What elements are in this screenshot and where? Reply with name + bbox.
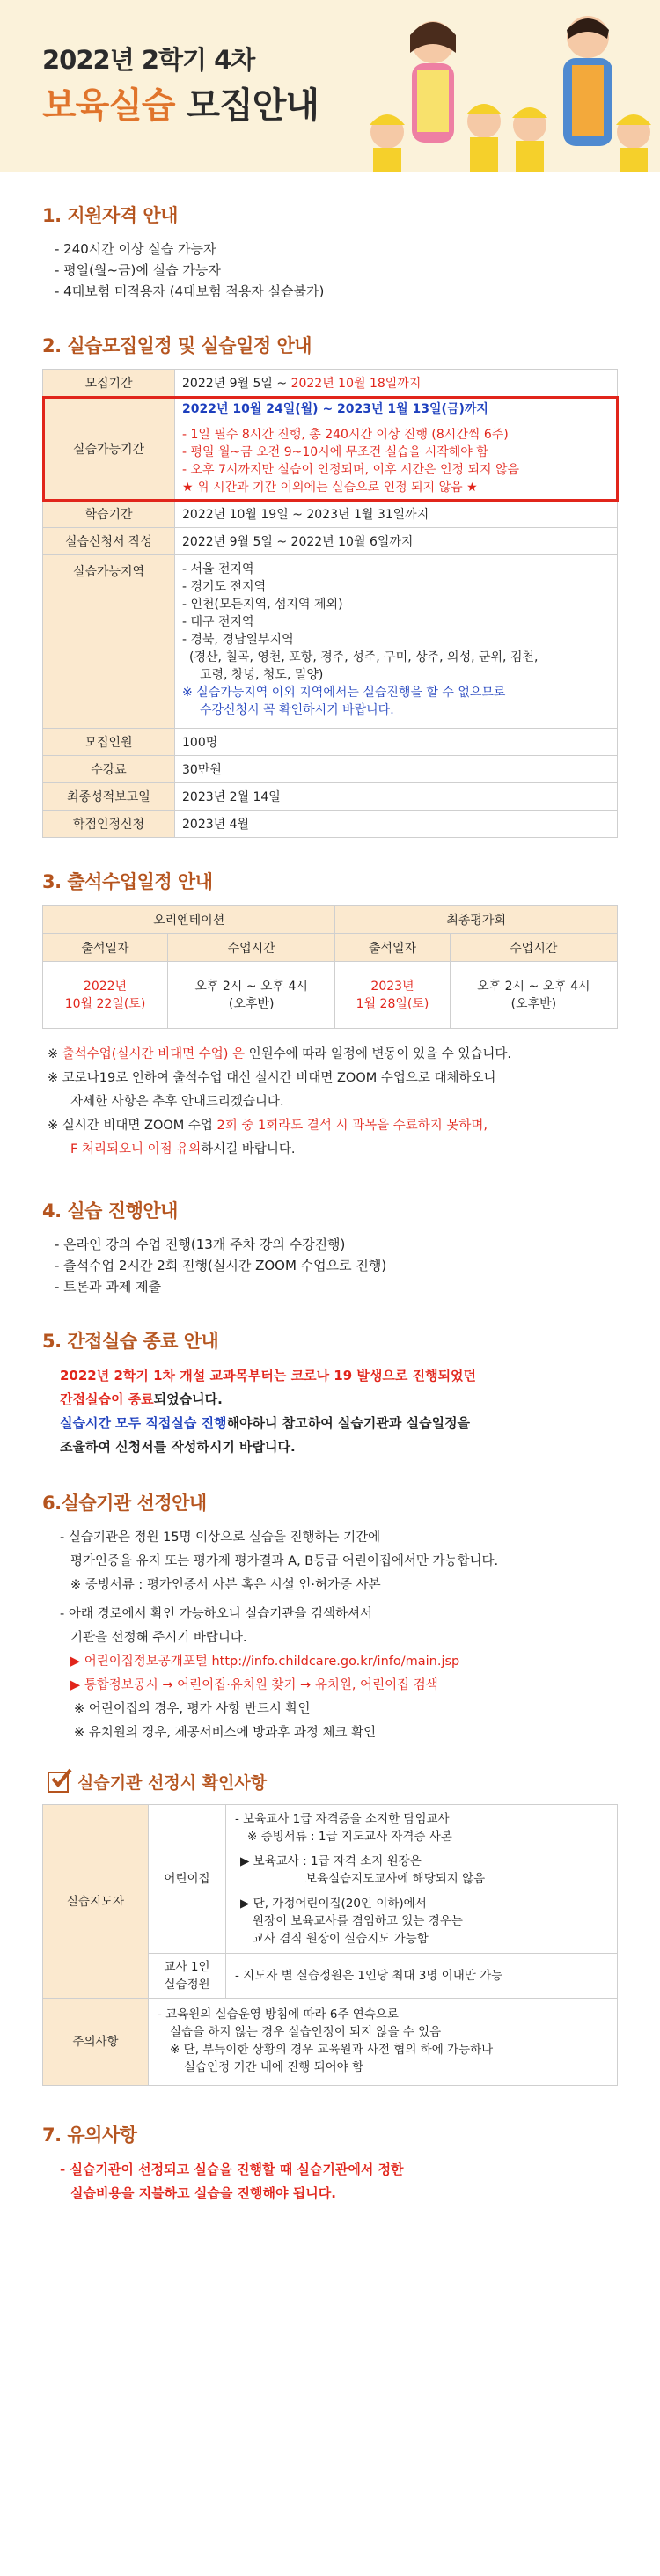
notice-item: 실습인정 기간 내에 진행 되어야 함 [184,2060,364,2074]
ot-time-class: (오후반) [228,996,275,1011]
list-item: - 4대보험 미적용자 (4대보험 적용자 실습불가) [55,283,325,299]
note [48,1114,618,1138]
checklist-table [42,1804,618,2086]
caution-line: 실습비용을 지불하고 실습을 진행해야 됩니다. [70,2185,336,2201]
notice-line: 조율하여 신청서를 작성하시기 바랍니다. [60,1439,296,1455]
table-row [43,756,618,783]
table-row [43,934,618,962]
notice-text: 해야하니 참고하여 실습기관과 실습일정을 [226,1415,471,1431]
table-row [43,729,618,756]
schedule-table [42,369,618,838]
children-teachers-illustration [361,0,660,172]
ratio-value: - 지도자 별 실습정원은 1인당 최대 3명 이내만 가능 [226,1954,618,1999]
requirement-line: 보육실습지도교사에 해당되지 않음 [305,1872,486,1886]
period-label: 실습가능기간 [43,397,175,501]
note-red: F 처리되오니 이점 유의 [70,1142,202,1156]
hero-title-rest: 모집안내 [186,85,319,126]
caution-text [42,2158,618,2205]
section-3-title: 3. 출석수업일정 안내 [42,871,213,892]
notice-blue: 실습시간 모두 직접실습 진행 [60,1415,227,1431]
table-row [43,1999,618,2086]
eligibility-list [42,239,618,302]
table-row-highlight [43,397,618,501]
checkbox-icon [48,1772,69,1793]
integrated-info-link[interactable]: ▶ 통합정보공시 → 어린이집·유치원 찾기 → 유치원, 어린이집 검색 [70,1678,438,1692]
progress-list [42,1234,618,1297]
indirect-practice-notice [42,1364,618,1459]
notice-line [60,1412,618,1435]
report-label: 최종성적보고일 [43,783,175,811]
people-label: 모집인원 [43,729,175,756]
section-6-title: 6.실습기관 선정안내 [42,1493,207,1514]
region-item: - 서울 전지역 [182,562,254,576]
period-head: 2022년 10월 24일(월) ~ 2023년 1월 13일(금)까지 [175,397,617,422]
apply-label: 실습신청서 작성 [43,528,175,555]
fee-value: 30만원 [175,756,618,783]
attendance-notes [42,1043,618,1162]
checklist-title-text: 실습기관 선정시 확인사항 [77,1773,268,1793]
region-item: 고령, 창녕, 청도, 밀양) [200,668,324,682]
note-text: 하시길 바랍니다. [201,1142,296,1156]
region-note: 수강신청시 꼭 확인하시기 바랍니다. [200,703,394,717]
col-time: 수업시간 [450,934,617,962]
period-line: - 1일 필수 8시간 진행, 총 240시간 이상 진행 (8시간씩 6주) [182,428,509,442]
section-7-title: 7. 유의사항 [42,2125,137,2146]
notice-line: 2022년 2학기 1차 개설 교과목부터는 코로나 19 발생으로 진행되었던 [60,1368,477,1383]
table-row [43,528,618,555]
region-item: (경산, 칠곡, 영천, 포항, 경주, 성주, 구미, 상주, 의성, 군위, 김천, [189,650,539,664]
table-row [43,783,618,811]
hero-title [42,77,319,128]
people-value: 100명 [175,729,618,756]
list-item: - 토론과 과제 제출 [55,1279,162,1295]
requirement-line: - 보육교사 1급 자격증을 소지한 담임교사 [235,1812,450,1826]
hero-title-highlight: 보육실습 [42,85,175,126]
period-line: - 오후 7시까지만 실습이 인정되며, 이후 시간은 인정 되지 않음 [182,463,520,477]
final-time [450,962,617,1029]
hero-subtitle: 2022년 2학기 4차 [42,45,255,75]
ratio-label-1: 교사 1인 [164,1960,210,1974]
ot-date [43,962,168,1029]
region-note: ※ 실습가능지역 이외 지역에서는 실습진행을 할 수 없으므로 [182,686,506,700]
period-value [175,397,618,501]
region-item: - 경기도 전지역 [182,580,267,594]
ot-time [168,962,335,1029]
period-line: ★ 위 시간과 기간 이외에는 실습으로 인정 되지 않음 ★ [182,481,478,495]
region-value [175,555,618,729]
credit-label: 학점인정신청 [43,811,175,838]
ot-time-range: 오후 2시 ~ 오후 4시 [194,979,308,994]
notice-item: 실습을 하지 않는 경우 실습인정이 되지 않을 수 있음 [170,2025,442,2039]
note: ※ 코로나19로 인하여 출석수업 대신 실시간 비대면 ZOOM 수업으로 대체하오니 [48,1071,496,1085]
guide-line: - 실습기관은 정원 15명 이상으로 실습을 진행하는 기간에 [60,1530,381,1545]
ratio-label-2: 실습정원 [164,1978,210,1992]
supervisor-label: 실습지도자 [43,1805,149,1999]
ratio-label [149,1954,226,1999]
recruit-label: 모집기간 [43,370,175,397]
requirement-line: ※ 증빙서류 : 1급 지도교사 자격증 사본 [247,1830,452,1844]
study-label: 학습기간 [43,501,175,528]
requirement-line: ▶ 보육교사 : 1급 자격 소지 원장은 [240,1854,422,1868]
table-row [43,1805,618,1954]
section-5-title: 5. 간접실습 종료 안내 [42,1331,219,1352]
institution-guide [42,1526,618,1745]
final-date-day: 1월 28일(토) [356,996,429,1011]
list-item: - 240시간 이상 실습 가능자 [55,241,216,257]
study-value: 2022년 10월 19일 ~ 2023년 1월 31일까지 [175,501,618,528]
attendance-table [42,905,618,1029]
list-item: - 온라인 강의 수업 진행(13개 주차 강의 수강진행) [55,1237,346,1252]
notice-label: 주의사항 [43,1999,149,2086]
final-time-class: (오후반) [510,996,557,1011]
childcare-portal-link[interactable]: ▶ 어린이집정보공개포털 http://info.childcare.go.kr/info/main.jsp [70,1655,460,1669]
col-time: 수업시간 [168,934,335,962]
notice-value [149,1999,618,2086]
guide-line: 기관을 선정해 주시기 바랍니다. [70,1631,247,1645]
guide-line: ※ 유치원의 경우, 제공서비스에 방과후 과정 체크 확인 [74,1726,377,1740]
credit-value: 2023년 4월 [175,811,618,838]
notice-item: - 교육원의 실습운영 방침에 따라 6주 연속으로 [158,2007,399,2022]
note-text: ※ 실시간 비대면 ZOOM 수업 [48,1119,217,1133]
report-value: 2023년 2월 14일 [175,783,618,811]
table-row [43,811,618,838]
guide-line: 평가인증을 유지 또는 평가제 평가결과 A, B등급 어린이집에서만 가능합니다. [70,1554,499,1568]
table-row [43,555,618,729]
table-row [43,501,618,528]
daycare-label: 어린이집 [149,1805,226,1954]
note [48,1043,618,1067]
requirement-line: ▶ 단, 가정어린이집(20인 이하)에서 [240,1897,427,1911]
requirement-line: 원장이 보육교사를 겸임하고 있는 경우는 [253,1914,463,1928]
notice-red: 간접실습이 종료 [60,1391,154,1407]
fee-label: 수강료 [43,756,175,783]
col-date: 출석일자 [43,934,168,962]
content [0,202,660,2205]
region-item: - 인천(모든지역, 섬지역 제외) [182,598,343,612]
note-red: 출석수업(실시간 비대면 수업) 은 [62,1047,245,1061]
region-item: - 경북, 경남일부지역 [182,633,294,647]
recruit-end: 2022년 10월 18일까지 [290,377,422,391]
ot-date-day: 10월 22일(토) [64,996,146,1011]
guide-line: - 아래 경로에서 확인 가능하오니 실습기관을 검색하셔서 [60,1607,373,1621]
hero-banner [0,0,660,172]
checklist-title [48,1770,618,1794]
note-mark: ※ [48,1047,62,1061]
note-text: 인원수에 따라 일정에 변동이 있을 수 있습니다. [245,1047,512,1061]
recruit-value [175,370,618,397]
note: 자세한 사항은 추후 안내드리겠습니다. [70,1095,284,1109]
ot-date-year: 2022년 [83,979,128,994]
final-date [335,962,450,1029]
section-2-title: 2. 실습모집일정 및 실습일정 안내 [42,335,312,356]
note-red: 2회 중 1회라도 결석 시 과목을 수료하지 못하며, [216,1119,488,1133]
recruit-start: 2022년 9월 5일 ~ [182,377,288,391]
final-header: 최종평가회 [335,906,618,934]
requirement-line: 교사 겸직 원장이 실습지도 가능함 [253,1932,429,1946]
notice-item: ※ 단, 부득이한 상황의 경우 교육원과 사전 협의 하에 가능하나 [170,2043,494,2057]
final-date-year: 2023년 [370,979,414,994]
period-line: - 평일 월~금 오전 9~10시에 무조건 실습을 시작해야 함 [182,445,488,459]
final-time-range: 오후 2시 ~ 오후 4시 [477,979,590,994]
guide-line: ※ 증빙서류 : 평가인증서 사본 혹은 시설 인·허가증 사본 [70,1578,381,1592]
section-4-title: 4. 실습 진행안내 [42,1200,178,1222]
table-row [43,906,618,934]
list-item: - 평일(월~금)에 실습 가능자 [55,262,221,278]
note [48,1138,618,1162]
col-date: 출석일자 [335,934,450,962]
apply-value: 2022년 9월 5일 ~ 2022년 10월 6일까지 [175,528,618,555]
region-item: - 대구 전지역 [182,615,254,629]
guide-line: ※ 어린이집의 경우, 평가 사항 반드시 확인 [74,1702,311,1716]
caution-line: - 실습기관이 선정되고 실습을 진행할 때 실습기관에서 정한 [60,2161,404,2177]
notice-line [60,1388,618,1412]
region-label: 실습가능지역 [43,555,175,729]
orientation-header: 오리엔테이션 [43,906,335,934]
list-item: - 출석수업 2시간 2회 진행(실시간 ZOOM 수업으로 진행) [55,1258,387,1273]
table-row [43,370,618,397]
section-1-title: 1. 지원자격 안내 [42,205,178,226]
daycare-requirements [226,1805,618,1954]
table-row [43,962,618,1029]
notice-text: 되었습니다. [153,1391,223,1407]
